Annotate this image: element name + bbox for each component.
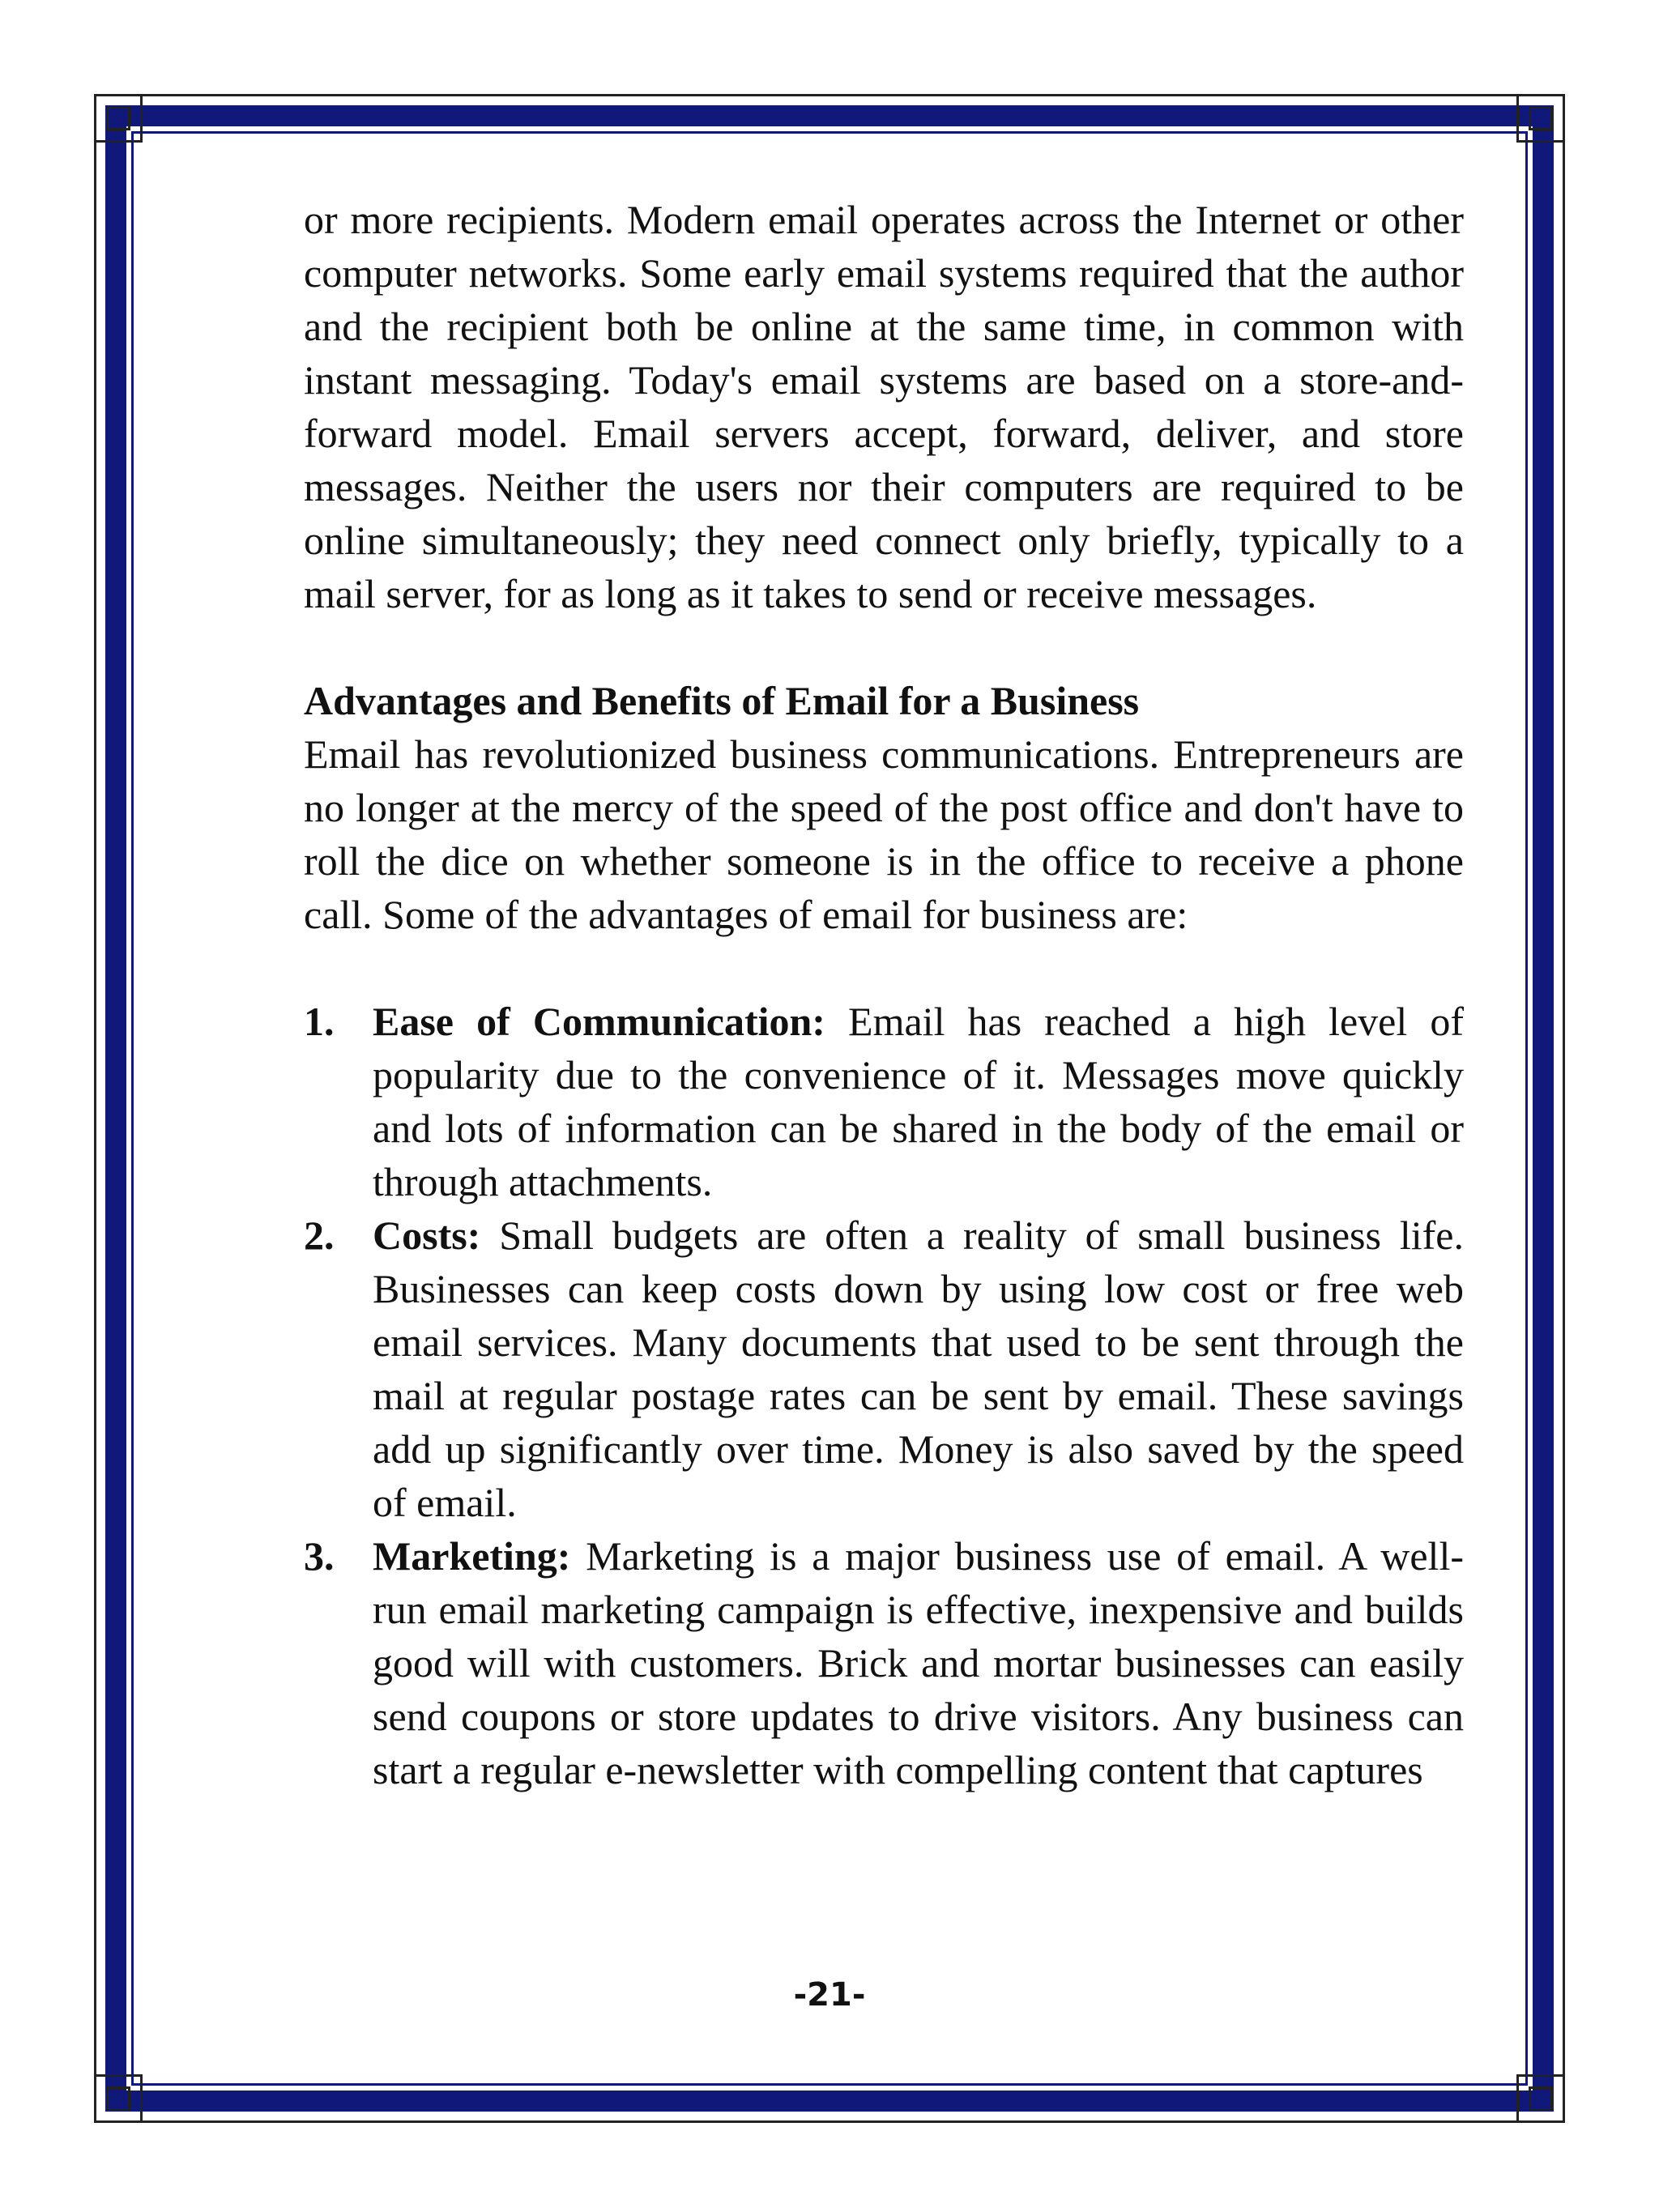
intro-paragraph: or more recipients. Modern email operates across the Internet or other computer networks. Some early email systems required that the author and the recipient both be online at the same time, in common with instant messaging. Today's email systems are based on a store-and-forward model. Email servers accept, forward, deliver, and store messages. Neither the users nor their computers are required to be online simultaneously; they need connect only briefly, typically to a mail server, for as long as it takes to send or receive messages.: [304, 197, 1464, 616]
list-term: Ease of Communication:: [373, 999, 825, 1044]
list-text: Marketing is a major business use of email. A well-run email marketing campaign is effective, inexpensive and builds good will with customers. Brick and mortar businesses can easily send coupons or store updates to drive visitors. Any business can start a regular e-newsletter with compelling content that captures: [373, 1533, 1464, 1792]
corner-ornament-top-right: [1516, 94, 1565, 143]
list-term: Marketing:: [373, 1533, 571, 1579]
section-paragraph: Email has revolutionized business communications. Entrepreneurs are no longer at the mercy of the speed of the post office and don't have to roll the dice on whether someone is in the office to receive a phone call. Some of the advantages of email for business are:: [304, 731, 1464, 937]
page-number: -21-: [793, 1976, 866, 2014]
page-content: [304, 193, 1464, 1796]
list-item: [304, 1208, 1464, 1529]
list-number: 1.: [304, 999, 335, 1044]
corner-ornament-top-left: [94, 94, 143, 143]
list-text: Small budgets are often a reality of small business life. Businesses can keep costs down by using low cost or free web email services. Many documents that used to be sent through the mail at regular postage rates can be sent by email. These savings add up significantly over time. Money is also saved by the speed of email.: [373, 1213, 1464, 1525]
list-number: 2.: [304, 1213, 335, 1258]
corner-ornament-bottom-left: [94, 2074, 143, 2123]
section-heading: Advantages and Benefits of Email for a Business: [304, 678, 1140, 723]
list-item: [304, 995, 1464, 1208]
corner-ornament-bottom-right: [1516, 2074, 1565, 2123]
list-term: Costs:: [373, 1213, 481, 1258]
list-item: [304, 1529, 1464, 1796]
advantages-list: [304, 995, 1464, 1796]
list-number: 3.: [304, 1533, 335, 1579]
list-text: Email has reached a high level of popularity due to the convenience of it. Messages move quickly and lots of information can be shared in the body of the email or through attachments.: [373, 999, 1464, 1204]
